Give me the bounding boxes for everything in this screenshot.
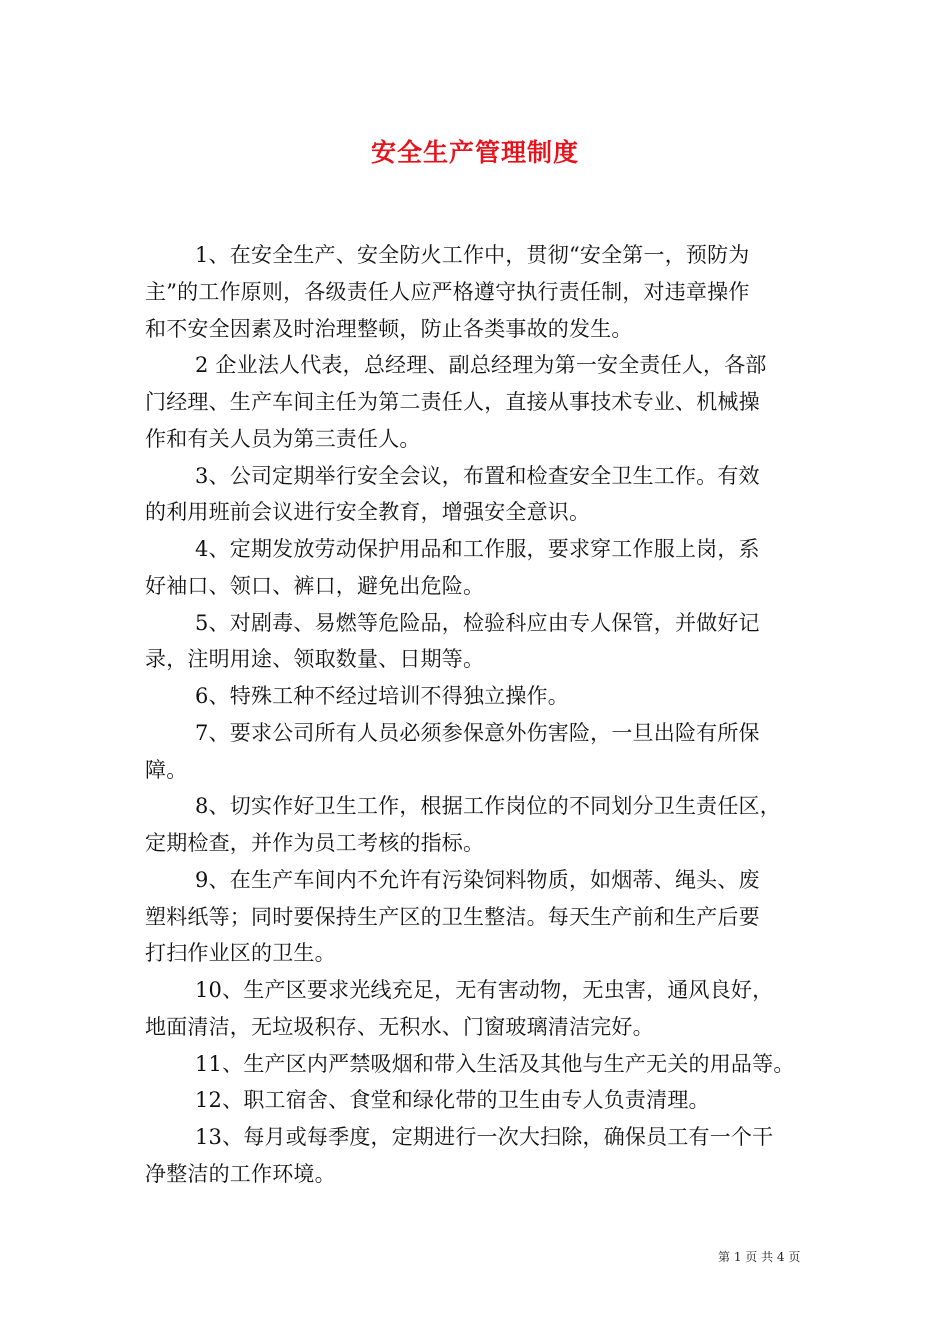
paragraph-line: 4、定期发放劳动保护用品和工作服，要求穿工作服上岗，系 bbox=[195, 537, 760, 561]
paragraph-line: 打扫作业区的卫生。 bbox=[145, 941, 336, 966]
paragraph-line: 录，注明用途、领取数量、日期等。 bbox=[145, 647, 485, 672]
paragraph-line: 1、在安全生产、安全防火工作中，贯彻“安全第一，预防为 bbox=[195, 243, 750, 267]
paragraph-line: 10、生产区要求光线充足，无有害动物，无虫害，通风良好， bbox=[195, 978, 774, 1002]
document-body bbox=[145, 237, 825, 1193]
paragraph bbox=[145, 1082, 825, 1119]
paragraph bbox=[145, 972, 825, 1046]
paragraph-line: 12、职工宿舍、食堂和绿化带的卫生由专人负责清理。 bbox=[195, 1088, 710, 1113]
paragraph-line: 主”的工作原则，各级责任人应严格遵守执行责任制，对违章操作 bbox=[145, 279, 750, 304]
paragraph bbox=[145, 531, 825, 605]
paragraph-line: 障。 bbox=[145, 757, 188, 782]
paragraph bbox=[145, 237, 825, 347]
paragraph-line: 9、在生产车间内不允许有污染饲料物质，如烟蒂、绳头、废 bbox=[195, 867, 760, 892]
paragraph-line: 11、生产区内严禁吸烟和带入生活及其他与生产无关的用品等。 bbox=[195, 1051, 795, 1076]
paragraph-line: 6、特殊工种不经过培训不得独立操作。 bbox=[195, 684, 569, 708]
paragraph bbox=[145, 788, 825, 862]
paragraph-line: 塑料纸等；同时要保持生产区的卫生整洁。每天生产前和生产后要 bbox=[145, 904, 760, 929]
paragraph-line: 3、公司定期举行安全会议，布置和检查安全卫生工作。有效 bbox=[195, 463, 760, 488]
paragraph-line: 7、要求公司所有人员必须参保意外伤害险，一旦出险有所保 bbox=[195, 720, 760, 745]
paragraph-line: 13、每月或每季度，定期进行一次大扫除，确保员工有一个干 bbox=[195, 1125, 774, 1149]
paragraph-line: 的利用班前会议进行安全教育，增强安全意识。 bbox=[145, 500, 591, 525]
paragraph bbox=[145, 678, 825, 715]
paragraph-line: 2 企业法人代表，总经理、副总经理为第一安全责任人，各部 bbox=[195, 353, 767, 378]
paragraph bbox=[145, 605, 825, 679]
paragraph-line: 地面清洁，无垃圾积存、无积水、门窗玻璃清洁完好。 bbox=[145, 1014, 654, 1039]
paragraph bbox=[145, 1046, 825, 1083]
paragraph-line: 净整洁的工作环境。 bbox=[145, 1161, 336, 1186]
paragraph-line: 门经理、生产车间主任为第二责任人，直接从事技术专业、机械操 bbox=[145, 390, 760, 414]
paragraph-line: 5、对剧毒、易燃等危险品，检验科应由专人保管，并做好记 bbox=[195, 610, 760, 635]
page-number-footer: 第 1 页 共 4 页 bbox=[718, 1250, 801, 1264]
paragraph bbox=[145, 715, 825, 789]
document-title: 安全生产管理制度 bbox=[370, 138, 579, 167]
paragraph bbox=[145, 862, 825, 972]
paragraph-line: 和不安全因素及时治理整顿，防止各类事故的发生。 bbox=[145, 316, 633, 341]
paragraph bbox=[145, 347, 825, 457]
paragraph bbox=[145, 458, 825, 532]
paragraph-line: 8、切实作好卫生工作，根据工作岗位的不同划分卫生责任区， bbox=[195, 794, 781, 819]
paragraph-line: 作和有关人员为第三责任人。 bbox=[145, 426, 421, 451]
paragraph bbox=[145, 1119, 825, 1193]
paragraph-line: 定期检查，并作为员工考核的指标。 bbox=[145, 831, 485, 855]
paragraph-line: 好袖口、领口、裤口，避免出危险。 bbox=[145, 573, 485, 598]
